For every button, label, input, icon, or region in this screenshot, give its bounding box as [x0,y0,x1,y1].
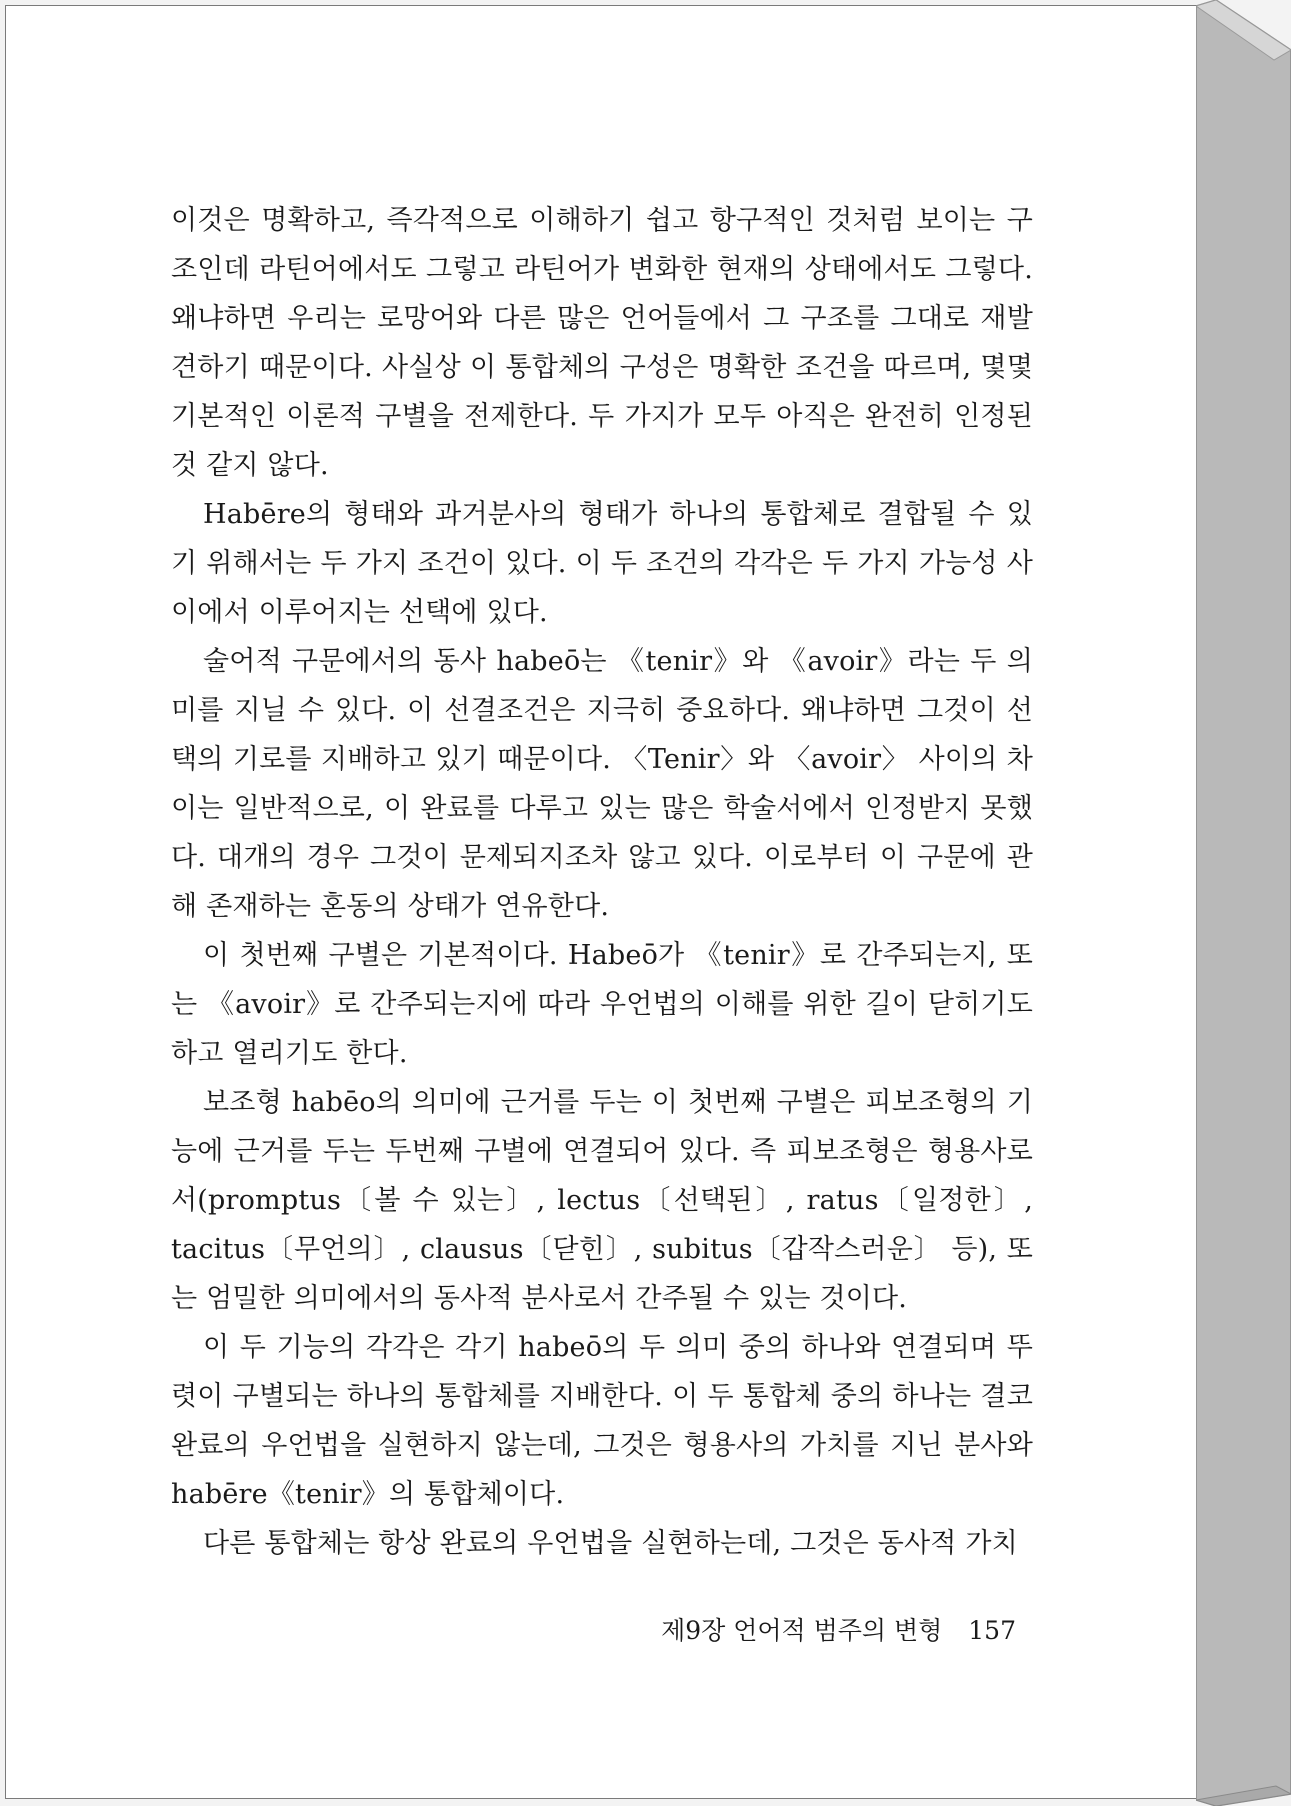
paragraph-6: 이 두 기능의 각각은 각기 habeō의 두 의미 중의 하나와 연결되며 뚜렷이 구별되는 하나의 통합체를 지배한다. 이 두 통합체 중의 하나는 결코 완료의 우언법을 실현하지 않는데, 그것은 형용사의 가치를 지닌 분사와 habēre《tenir》의 통합체이다. [171,1332,1033,1510]
running-footer-chapter: 제9장 언어적 범주의 변형 [661,1616,943,1645]
page-footer [646,1611,1016,1647]
paragraph-3: 술어적 구문에서의 동사 habeō는 《tenir》와 《avoir》라는 두 의미를 지닐 수 있다. 이 선결조건은 지극히 중요하다. 왜냐하면 그것이 선택의 기로를 지배하고 있기 때문이다. 〈Tenir〉와 〈avoir〉 사이의 차이는 일반적으로, 이 완료를 다루고 있는 많은 학술서에서 인정받지 못했다. 대개의 경우 그것이 문제되지조차 않고 있다. 이로부터 이 구문에 관해 존재하는 혼동의 상태가 연유한다. [171,646,1033,922]
paragraph-1: 이것은 명확하고, 즉각적으로 이해하기 쉽고 항구적인 것처럼 보이는 구조인데 라틴어에서도 그렇고 라틴어가 변화한 현재의 상태에서도 그렇다. 왜냐하면 우리는 로망어와 다른 많은 언어들에서 그 구조를 그대로 재발견하기 때문이다. 사실상 이 통합체의 구성은 명확한 조건을 따르며, 몇몇 기본적인 이론적 구별을 전제한다. 두 가지가 모두 아직은 완전히 인정된 것 같지 않다. [171,205,1033,481]
paragraph-7: 다른 통합체는 항상 완료의 우언법을 실현하는데, 그것은 동사적 가치 [203,1528,1018,1559]
paragraph-4: 이 첫번째 구별은 기본적이다. Habeō가 《tenir》로 간주되는지, 또는 《avoir》로 간주되는지에 따라 우언법의 이해를 위한 길이 닫히기도 하고 열리기도 한다. [171,940,1033,1069]
paragraph-5: 보조형 habēo의 의미에 근거를 두는 이 첫번째 구별은 피보조형의 기능에 근거를 두는 두번째 구별에 연결되어 있다. 즉 피보조형은 형용사로서(promptus〔볼 수 있는〕, lectus〔선택된〕, ratus〔일정한〕, tacitus〔무언의〕, clausus〔닫힌〕, subitus〔갑작스러운〕 등), 또는 엄밀한 의미에서의 동사적 분사로서 간주될 수 있는 것이다. [171,1087,1033,1314]
page-stack-edge [1196,0,1291,1806]
page-number: 157 [968,1616,1016,1645]
book-page [5,5,1198,1799]
paragraph-2: Habēre의 형태와 과거분사의 형태가 하나의 통합체로 결합될 수 있기 위해서는 두 가지 조건이 있다. 이 두 조건의 각각은 두 가지 가능성 사이에서 이루어지는 선택에 있다. [171,499,1033,628]
body-text [171,196,1033,1568]
